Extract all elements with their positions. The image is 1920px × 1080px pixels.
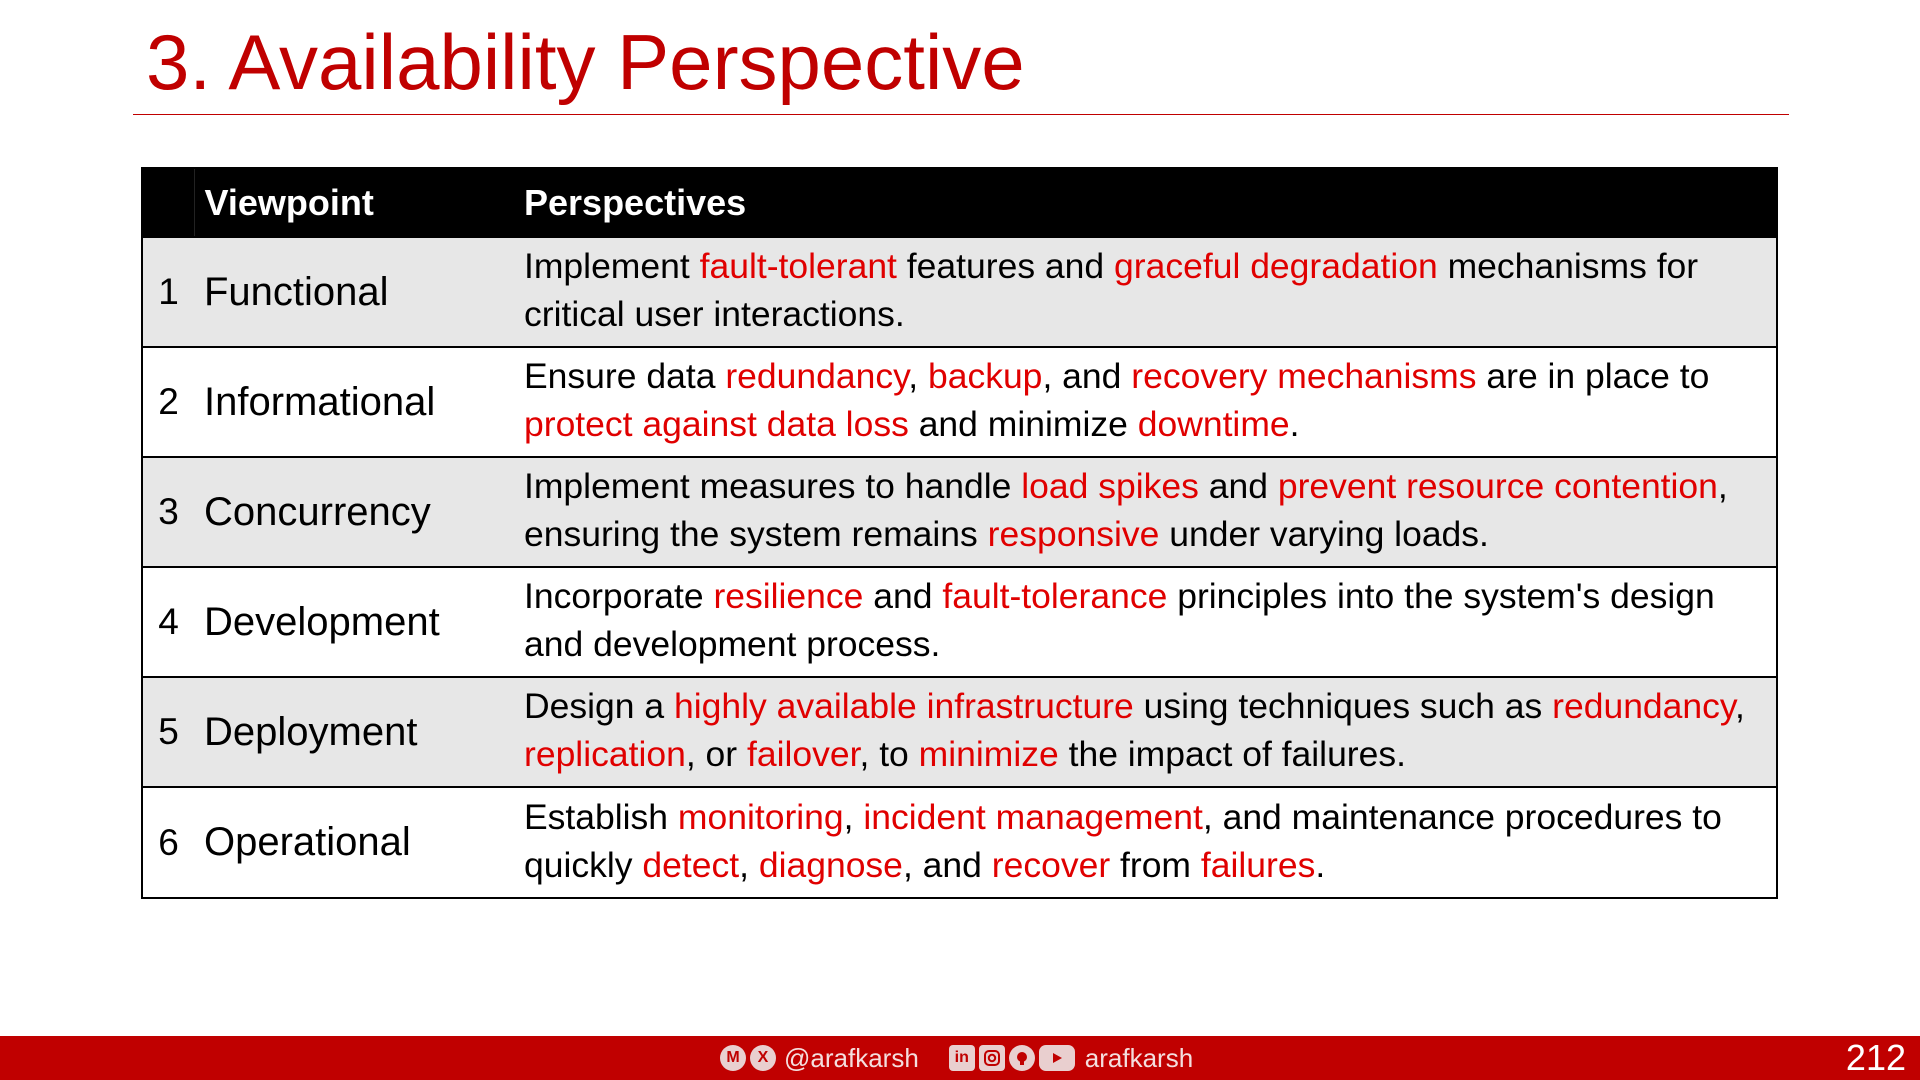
row-viewpoint: Development — [204, 599, 440, 644]
highlighted-term: diagnose — [758, 844, 903, 885]
perspective-text: , or — [685, 734, 747, 774]
highlighted-term: redundancy — [725, 356, 909, 396]
perspective-text: . — [1315, 844, 1326, 885]
perspective-text: the impact of failures. — [1058, 734, 1406, 774]
perspective-text: , — [843, 796, 864, 837]
perspective-text: are in place to — [1476, 356, 1710, 396]
perspective-text: , — [908, 356, 928, 396]
footer-handle-primary: @arafkarsh — [784, 1042, 919, 1073]
table-header-row — [143, 169, 1776, 237]
perspective-text: and minimize — [908, 404, 1138, 444]
row-viewpoint: Concurrency — [204, 489, 431, 534]
perspective-text: Design a — [524, 686, 674, 726]
highlighted-term: protect against data loss — [524, 404, 909, 444]
perspective-text: under varying loads. — [1159, 514, 1489, 554]
perspective-text: Ensure data — [524, 356, 726, 396]
row-perspective — [519, 787, 1776, 897]
viewpoint-table — [141, 167, 1778, 899]
row-number: 3 — [158, 491, 179, 532]
perspective-text: from — [1110, 844, 1201, 885]
highlighted-term: graceful degradation — [1114, 246, 1438, 286]
perspective-text: , — [1735, 686, 1745, 726]
row-viewpoint: Functional — [204, 269, 389, 314]
header-perspectives: Perspectives — [524, 181, 747, 223]
footer-handle-secondary: arafkarsh — [1084, 1042, 1194, 1073]
row-number: 2 — [158, 381, 179, 422]
perspective-text: , and maintenance procedures to quickly — [524, 796, 1722, 885]
perspective-text: Implement — [524, 246, 700, 286]
perspective-text: , — [739, 844, 759, 885]
row-number: 1 — [158, 271, 179, 312]
slide-title: 3. Availability Perspective — [146, 18, 1025, 106]
instagram-icon[interactable] — [979, 1045, 1005, 1071]
table-row — [143, 347, 1776, 457]
row-number: 6 — [158, 821, 179, 863]
title-divider — [133, 114, 1789, 115]
highlighted-term: failures — [1200, 844, 1316, 885]
table-row — [143, 677, 1776, 787]
github-icon[interactable] — [1009, 1045, 1035, 1071]
highlighted-term: monitoring — [677, 796, 844, 837]
row-viewpoint: Operational — [204, 820, 411, 864]
highlighted-term: incident management — [863, 796, 1203, 837]
highlighted-term: load spikes — [1021, 466, 1199, 506]
perspective-text: and — [1198, 466, 1278, 506]
page-number: 212 — [1845, 1037, 1906, 1078]
header-viewpoint: Viewpoint — [204, 181, 374, 223]
youtube-icon[interactable] — [1039, 1045, 1075, 1071]
perspective-text: Incorporate — [524, 576, 714, 616]
table-row — [143, 787, 1776, 897]
perspective-text: features and — [896, 246, 1115, 286]
perspective-text: Implement measures to handle — [524, 466, 1022, 506]
highlighted-term: replication — [524, 734, 686, 774]
highlighted-term: redundancy — [1552, 686, 1736, 726]
table-row — [143, 457, 1776, 567]
table-body — [143, 237, 1776, 897]
row-perspective — [519, 237, 1776, 347]
perspective-text: , ensuring the system remains — [524, 466, 1728, 554]
perspective-text: and — [863, 576, 943, 616]
row-perspective — [519, 347, 1776, 457]
highlighted-term: minimize — [918, 734, 1059, 774]
header-number — [143, 169, 194, 237]
row-viewpoint: Informational — [204, 379, 436, 424]
highlighted-term: downtime — [1137, 404, 1290, 444]
highlighted-term: fault-tolerance — [942, 576, 1168, 616]
highlighted-term: failover — [746, 734, 860, 774]
row-viewpoint: Deployment — [204, 709, 418, 754]
highlighted-term: responsive — [987, 514, 1160, 554]
row-number: 4 — [158, 601, 179, 642]
table-row — [143, 567, 1776, 677]
highlighted-term: resilience — [713, 576, 864, 616]
perspective-text: principles into the system's design and development process. — [524, 576, 1715, 664]
footer-bar — [0, 1036, 1920, 1080]
table-row — [143, 237, 1776, 347]
medium-icon[interactable]: M — [720, 1045, 746, 1071]
perspective-text: , and — [902, 844, 992, 885]
social-links — [720, 1036, 1193, 1080]
perspective-text: , and — [1042, 356, 1132, 396]
perspective-text: Establish — [524, 796, 678, 837]
highlighted-term: fault-tolerant — [699, 246, 897, 286]
highlighted-term: recovery mechanisms — [1131, 356, 1477, 396]
perspective-text: . — [1289, 404, 1300, 444]
highlighted-term: highly available infrastructure — [673, 686, 1134, 726]
perspective-text: , to — [859, 734, 919, 774]
perspective-text: mechanisms for critical user interactions. — [524, 246, 1699, 334]
highlighted-term: detect — [642, 844, 740, 885]
highlighted-term: backup — [927, 356, 1043, 396]
row-number: 5 — [158, 711, 179, 752]
perspective-text: using techniques such as — [1133, 686, 1553, 726]
row-perspective — [519, 567, 1776, 677]
row-perspective — [519, 457, 1776, 567]
x-icon[interactable]: X — [750, 1045, 776, 1071]
row-perspective — [519, 677, 1776, 787]
linkedin-icon[interactable]: in — [949, 1045, 975, 1071]
highlighted-term: recover — [991, 844, 1111, 885]
highlighted-term: prevent resource contention — [1277, 466, 1718, 506]
